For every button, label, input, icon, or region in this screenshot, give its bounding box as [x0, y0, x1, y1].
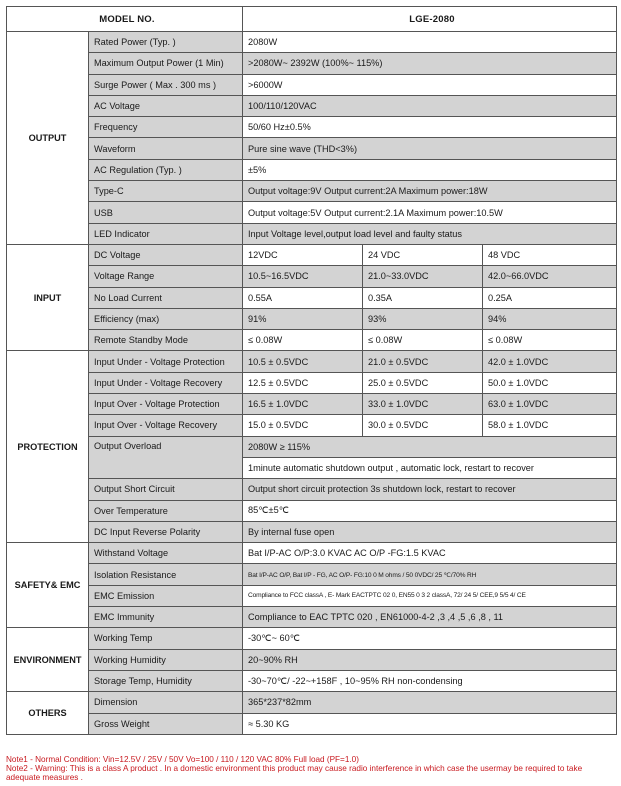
spec-value-24v: 21.0 ± 0.5VDC	[363, 351, 483, 372]
table-row	[7, 628, 617, 649]
spec-value: Pure sine wave (THD<3%)	[243, 138, 617, 159]
spec-value-24v: 21.0~33.0VDC	[363, 266, 483, 287]
spec-label: Frequency	[89, 117, 243, 138]
table-row	[7, 521, 617, 542]
spec-value: 1minute automatic shutdown output , automatic lock, restart to recover	[243, 457, 617, 478]
table-row	[7, 32, 617, 53]
spec-value-48v: ≤ 0.08W	[483, 330, 617, 351]
table-row	[7, 95, 617, 116]
section-protection: PROTECTION	[7, 351, 89, 543]
note-1: Note1 - Normal Condition: Vin=12.5V / 25V / 50V Vo=100 / 110 / 120 VAC 80% Full load (PF=1.0)	[6, 755, 359, 764]
spec-label: AC Voltage	[89, 95, 243, 116]
spec-value: >2080W~ 2392W (100%~ 115%)	[243, 53, 617, 74]
spec-value: ≈ 5.30 KG	[243, 713, 617, 734]
spec-value: 20~90% RH	[243, 649, 617, 670]
spec-value-24v: 24 VDC	[363, 244, 483, 265]
spec-value: ±5%	[243, 159, 617, 180]
spec-value-48v: 42.0~66.0VDC	[483, 266, 617, 287]
section-environment: ENVIRONMENT	[7, 628, 89, 692]
spec-value: 2080W ≥ 115%	[243, 436, 617, 457]
spec-value-48v: 58.0 ± 1.0VDC	[483, 415, 617, 436]
table-row	[7, 692, 617, 713]
table-row	[7, 117, 617, 138]
spec-label: USB	[89, 202, 243, 223]
table-row	[7, 138, 617, 159]
spec-value-48v: 50.0 ± 1.0VDC	[483, 372, 617, 393]
table-row	[7, 287, 617, 308]
spec-label: Input Over - Voltage Protection	[89, 394, 243, 415]
spec-value: Output short circuit protection 3s shutdown lock, restart to recover	[243, 479, 617, 500]
table-row	[7, 223, 617, 244]
spec-label: Isolation Resistance	[89, 564, 243, 585]
spec-value: Compliance to FCC classA , E- Mark EACTPTC 02 0, EN55 0 3 2 classA, 72/ 24 5/ CEE,9 5/5 4/ CE	[243, 585, 617, 606]
table-row	[7, 585, 617, 606]
table-row	[7, 713, 617, 734]
spec-label: Storage Temp, Humidity	[89, 670, 243, 691]
spec-label: Dimension	[89, 692, 243, 713]
spec-value-24v: 30.0 ± 0.5VDC	[363, 415, 483, 436]
table-row	[7, 308, 617, 329]
spec-label: AC Regulation (Typ. )	[89, 159, 243, 180]
spec-label: DC Input Reverse Polarity	[89, 521, 243, 542]
spec-label: Withstand Voltage	[89, 543, 243, 564]
table-row	[7, 181, 617, 202]
table-row	[7, 372, 617, 393]
spec-value-24v: 93%	[363, 308, 483, 329]
spec-value: -30℃~ 60℃	[243, 628, 617, 649]
section-input: INPUT	[7, 244, 89, 350]
table-row	[7, 543, 617, 564]
spec-label: Output Short Circuit	[89, 479, 243, 500]
spec-value: 85℃±5℃	[243, 500, 617, 521]
section-others: OTHERS	[7, 692, 89, 735]
spec-value-12v: 12.5 ± 0.5VDC	[243, 372, 363, 393]
spec-value: Compliance to EAC TPTC 020 , EN61000-4-2 ,3 ,4 ,5 ,6 ,8 , 11	[243, 607, 617, 628]
spec-value-24v: ≤ 0.08W	[363, 330, 483, 351]
table-row	[7, 53, 617, 74]
spec-value-12v: 12VDC	[243, 244, 363, 265]
spec-value-24v: 33.0 ± 1.0VDC	[363, 394, 483, 415]
table-row	[7, 564, 617, 585]
spec-value-12v: 0.55A	[243, 287, 363, 308]
spec-value: 100/110/120VAC	[243, 95, 617, 116]
table-row	[7, 479, 617, 500]
spec-value-48v: 48 VDC	[483, 244, 617, 265]
table-row	[7, 415, 617, 436]
table-row	[7, 436, 617, 457]
spec-label: DC Voltage	[89, 244, 243, 265]
spec-label: Input Over - Voltage Recovery	[89, 415, 243, 436]
spec-label: Working Humidity	[89, 649, 243, 670]
table-row	[7, 244, 617, 265]
spec-label: Working Temp	[89, 628, 243, 649]
spec-value-12v: ≤ 0.08W	[243, 330, 363, 351]
spec-value-12v: 15.0 ± 0.5VDC	[243, 415, 363, 436]
model-value: LGE-2080	[243, 7, 617, 32]
table-row	[7, 500, 617, 521]
spec-label: Gross Weight	[89, 713, 243, 734]
table-row	[7, 330, 617, 351]
table-row	[7, 670, 617, 691]
spec-label: Maximum Output Power (1 Min)	[89, 53, 243, 74]
spec-label: EMC Immunity	[89, 607, 243, 628]
spec-value-24v: 25.0 ± 0.5VDC	[363, 372, 483, 393]
spec-value-12v: 10.5 ± 0.5VDC	[243, 351, 363, 372]
spec-label: Over Temperature	[89, 500, 243, 521]
spec-value: Bat I/P-AC O/P:3.0 KVAC AC O/P -FG:1.5 KVAC	[243, 543, 617, 564]
spec-value: Output voltage:5V Output current:2.1A Maximum power:10.5W	[243, 202, 617, 223]
spec-value: 50/60 Hz±0.5%	[243, 117, 617, 138]
spec-value-12v: 16.5 ± 1.0VDC	[243, 394, 363, 415]
section-safety: SAFETY& EMC	[7, 543, 89, 628]
spec-label: Waveform	[89, 138, 243, 159]
spec-label: Surge Power ( Max . 300 ms )	[89, 74, 243, 95]
spec-label: Remote Standby Mode	[89, 330, 243, 351]
table-row	[7, 159, 617, 180]
spec-label: Voltage Range	[89, 266, 243, 287]
spec-value: -30~70℃/ -22~+158F , 10~95% RH non-condensing	[243, 670, 617, 691]
spec-label: Input Under - Voltage Recovery	[89, 372, 243, 393]
table-row	[7, 394, 617, 415]
spec-value-48v: 63.0 ± 1.0VDC	[483, 394, 617, 415]
spec-label: No Load Current	[89, 287, 243, 308]
spec-value-12v: 10.5~16.5VDC	[243, 266, 363, 287]
spec-value-12v: 91%	[243, 308, 363, 329]
spec-value: Output voltage:9V Output current:2A Maximum power:18W	[243, 181, 617, 202]
section-output: OUTPUT	[7, 32, 89, 245]
table-row	[7, 74, 617, 95]
table-row	[7, 351, 617, 372]
spec-label: Type-C	[89, 181, 243, 202]
spec-label: Output Overload	[89, 436, 243, 479]
spec-value: Bat I/P-AC O/P, Bat I/P - FG, AC O/P- FG:10 0 M ohms / 50 0VDC/ 25 ℃/70% RH	[243, 564, 617, 585]
spec-value-48v: 42.0 ± 1.0VDC	[483, 351, 617, 372]
spec-value: Input Voltage level,output load level and faulty status	[243, 223, 617, 244]
spec-value: By internal fuse open	[243, 521, 617, 542]
spec-value: >6000W	[243, 74, 617, 95]
model-label: MODEL NO.	[7, 7, 243, 32]
spec-value: 365*237*82mm	[243, 692, 617, 713]
table-row	[7, 607, 617, 628]
footnotes	[6, 756, 616, 782]
spec-value: 2080W	[243, 32, 617, 53]
table-row	[7, 649, 617, 670]
spec-label: Input Under - Voltage Protection	[89, 351, 243, 372]
spec-value-24v: 0.35A	[363, 287, 483, 308]
table-header-row	[7, 7, 617, 32]
spec-label: EMC Emission	[89, 585, 243, 606]
spec-value-48v: 94%	[483, 308, 617, 329]
spec-label: Efficiency (max)	[89, 308, 243, 329]
note-2: Note2 - Warning: This is a class A product . In a domestic environment this product may cause radio interference in which case the usermay be required to take adequate measures .	[6, 763, 583, 782]
table-row	[7, 266, 617, 287]
spec-value-48v: 0.25A	[483, 287, 617, 308]
table-row	[7, 202, 617, 223]
spec-label: Rated Power (Typ. )	[89, 32, 243, 53]
spec-table	[6, 6, 617, 735]
spec-label: LED Indicator	[89, 223, 243, 244]
